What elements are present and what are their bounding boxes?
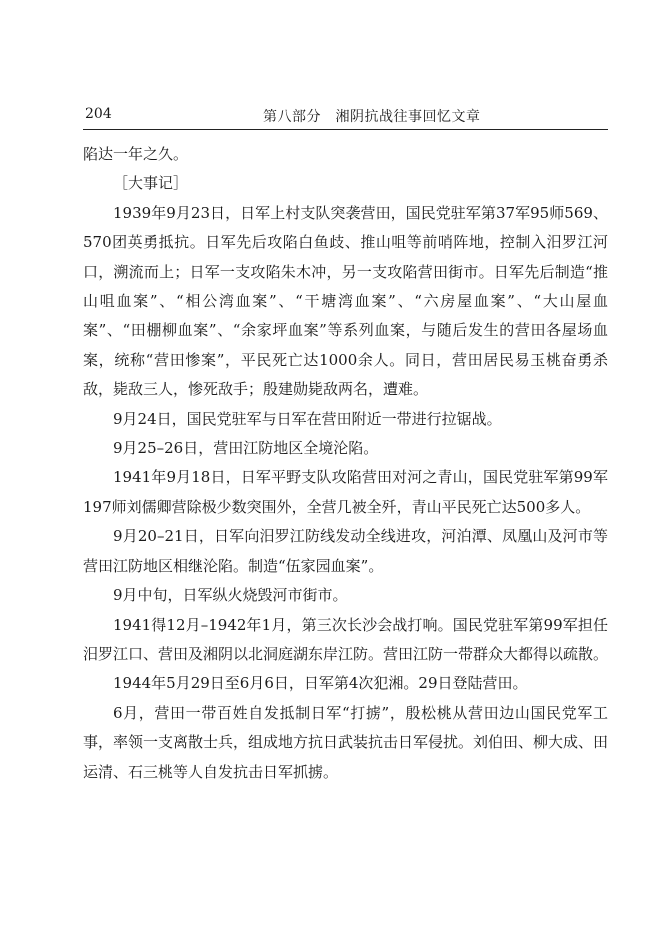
paragraph: 1941年9月18日，日军平野支队攻陷营田对河之青山，国民党驻军第99军197师刘儒卿营除极少数突围外，全营几被全歼，青山平民死亡达500多人。 <box>83 468 608 516</box>
chapter-title: 第八部分 湘阴抗战往事回忆文章 <box>263 109 481 125</box>
running-header <box>83 103 608 130</box>
paragraph: 1941得12月–1942年1月，第三次长沙会战打响。国民党驻军第99军担任汨罗江口、营田及湘阴以北洞庭湖东岸江防。营田江防一带群众大都得以疏散。 <box>83 615 609 663</box>
paragraph: 9月20–21日，日军向汨罗江防线发动全线进攻，河泊潭、凤凰山及河市等营田江防地区相继沦陷。制造“伍家园血案”。 <box>83 527 608 575</box>
section-heading: ［大事记］ <box>113 174 189 193</box>
paragraph-continuation: 陷达一年之久。 <box>83 145 189 163</box>
paragraph: 1939年9月23日，日军上村支队突袭营田，国民党驻军第37军95师569、570团英勇抵抗。日军先后攻陷白鱼歧、推山咀等前哨阵地，控制入汨罗江河口，溯流而上；日军一支攻陷朱木冲，另一支攻陷营田街市。日军先后制造“推山咀血案”、“相公湾血案”、“干塘湾血案”、“六房屋血案”、“大山屋血案”、“田棚柳血案”、“余家坪血案”等系列血案，与随后发生的营田各屋场血案，统称“营田惨案”，平民死亡达1000余人。同日，营田居民易玉桃奋勇杀敌，毙敌三人，惨死敌手；殷建勋毙敌两名，遭难。 <box>83 203 608 399</box>
body-text <box>83 140 608 787</box>
paragraph: 9月25–26日，营田江防地区全境沦陷。 <box>113 439 379 458</box>
paragraph: 9月中旬，日军纵火烧毁河市街市。 <box>113 586 348 605</box>
paragraph: 6月，营田一带百姓自发抵制日军“打掳”，殷松桃从营田边山国民党军工事，率领一支离散士兵，组成地方抗日武装抗击日军侵扰。刘伯田、柳大成、田运清、石三桃等人自发抗击日军抓掳。 <box>83 703 609 781</box>
page-number: 204 <box>85 106 112 122</box>
paragraph: 1944年5月29日至6月6日，日军第4次犯湘。29日登陆营田。 <box>113 674 528 693</box>
paragraph: 9月24日，国民党驻军与日军在营田附近一带进行拉锯战。 <box>113 409 502 428</box>
